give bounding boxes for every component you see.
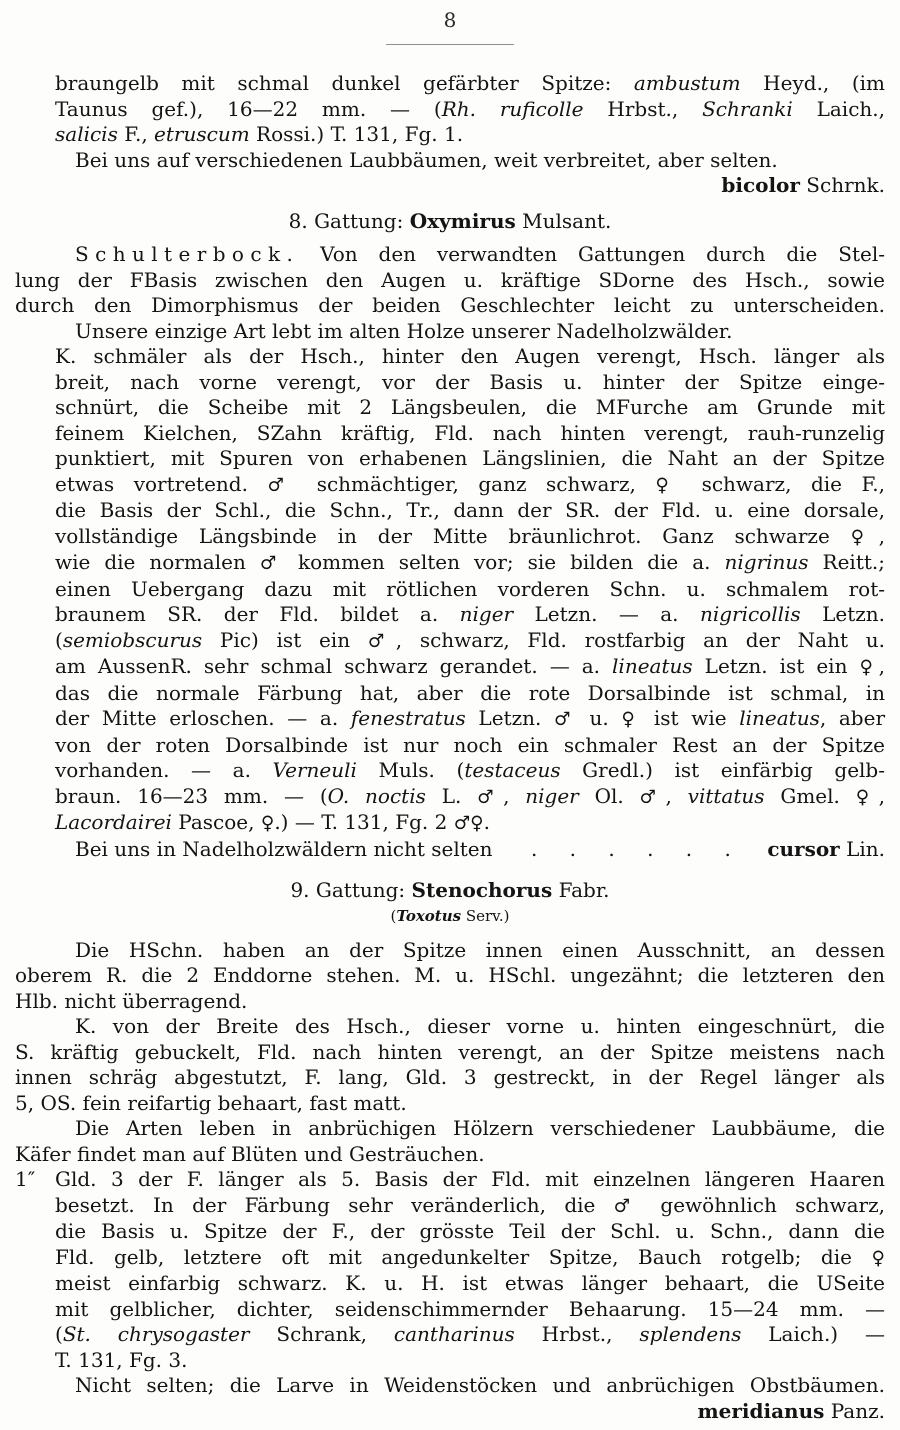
text-run: Letzn. ist ein [692,654,860,678]
genus-heading-oxymirus [15,209,885,235]
text-run: Fld. gelb, letztere oft mit angedunkelter Spitze, Bauch rotgelb; die [55,1244,872,1269]
habitat-note [15,1373,885,1399]
text-run: braun. 16—23 mm. — ( [55,783,328,808]
text-run: kommen selten vor; sie bilden die a. [283,550,725,574]
text-run: Letzn. — a. [513,602,700,626]
text-run: ♀ [850,526,879,548]
text-line [55,1219,885,1245]
text-run: meridianus [697,1398,825,1423]
text-line [55,395,885,421]
habitat-note [15,319,885,345]
text-line [55,602,885,628]
text-run: ♂ [477,786,504,808]
text-line [55,1193,885,1220]
text-run: Schrank, [249,1322,394,1346]
text-run: 9. Gattung: [290,878,412,902]
text-run: oberem R. die 2 Enddorne stehen. M. u. HSchl. ungezähnt; die letzteren den [15,963,885,987]
text-run: am AussenR. sehr schmal schwarz gerandet. — a. [55,654,613,678]
text-run: salicis [55,122,118,146]
text-line [55,577,885,603]
text-run: vollständige Längsbinde in der Mitte bräunlichrot. Ganz schwarze [55,523,851,548]
text-run: , [878,654,885,678]
cursor-entry-line [15,837,885,863]
text-run: Hrbst., [583,96,703,121]
text-run: , [878,523,885,548]
text-run: 8. Gattung: [288,208,410,233]
text-run: ♂ [613,1195,643,1217]
text-run: Fabr. [552,878,610,902]
text-run: Schranki [702,96,793,121]
key-item-marker: 1″ [15,1167,36,1191]
text-run: ( [55,1322,63,1346]
text-run: Pic) ist ein [202,627,368,652]
text-line [55,97,885,123]
text-run: Schrnk. [799,173,885,197]
text-run: ( [390,906,397,925]
species-name-bicolor [15,173,885,199]
stenochorus-intro [15,938,885,1015]
text-run: ambustum [633,71,741,95]
text-run: Hrbst., [514,1322,640,1346]
text-line [15,1116,885,1142]
text-run: , [503,783,526,808]
text-run: Rossi.) T. 131, Fg. 1. [249,122,464,146]
text-run: Die HSchn. haben an der Spitze innen einen Ausschnitt, an dessen [75,937,885,962]
dot-leader: . . . . . . [530,836,733,861]
text-run: , [878,783,885,808]
text-run: bicolor [721,173,800,197]
text-line [15,989,885,1015]
text-run: Nicht selten; die Larve in Weidenstöcken und anbrüchigen Obstbäumen. [75,1373,885,1397]
text-run: ♀ [871,1247,885,1269]
text-run: Stenochorus [411,878,553,902]
text-line [55,446,885,472]
text-run: besetzt. In der Färbung sehr veränderlich, die [55,1192,614,1217]
text-line [55,758,885,784]
text-line [55,550,885,577]
text-line [55,1167,885,1193]
text-run: fenestratus [350,706,466,730]
text-run: ♂ [259,553,284,574]
text-run: Lacordairei [55,810,172,834]
text-run: Heyd., (im [740,71,885,95]
text-line [55,524,885,551]
text-line [55,733,885,759]
text-line [15,1014,885,1040]
text-run: O. noctis [327,783,426,808]
species-name-meridianus [15,1399,885,1425]
text-run: Mulsant. [515,208,612,233]
text-run: ♂ [267,474,298,496]
text-run: ♀ [260,813,275,834]
text-line [15,268,885,294]
text-run: lineatus [612,654,693,678]
text-run: Muls. ( [356,758,465,782]
text-run: ♀ [621,709,642,730]
text-line [15,938,885,964]
text-run: K. schmäler als der Hsch., hinter den Augen verengt, Hsch. länger als [55,344,885,368]
text-run: braungelb mit schmal dunkel gefärbter Spitze: [55,71,634,95]
text-line [55,1271,885,1297]
text-run: das die normale Färbung hat, aber die rote Dorsalbinde ist schmal, in [55,680,885,705]
text-line [55,681,885,707]
text-line [15,293,885,319]
text-run: die Basis u. Spitze der F., der grösste Teil der Schl. u. Schn., dann die [55,1219,885,1243]
text-run: schwarz, die F., [682,471,885,496]
text-run: meist einfarbig schwarz. K. u. H. ist etwas länger behaart, die USeite [55,1271,885,1295]
text-run: Bei uns auf verschiedenen Laubbäumen, weit verbreitet, aber selten. [75,147,778,172]
text-run: Rh. ruficolle [441,96,584,121]
text-run: T. 131, Fg. 3. [55,1347,188,1372]
text-run: Gld. 3 der F. länger als 5. Basis der Fld. mit einzelnen längeren Haaren [55,1167,885,1191]
text-run: mit gelblicher, dichter, seidenschimmernder Behaarung. 15—24 mm. — [55,1296,885,1321]
text-run: nigricollis [699,602,801,626]
text-run: breit, nach vorne verengt, vor der Basis u. hinter der Spitze einge- [55,369,885,394]
text-run: splendens [639,1322,742,1346]
text-line [55,370,885,396]
page-number: 8 [443,8,457,32]
text-run: innen schräg abgestutzt, F. lang, Gld. 3 gestreckt, in der Regel länger als [15,1065,885,1089]
text-run: ♂ [554,709,577,730]
text-run: ♂ [367,630,396,652]
text-run: die Basis der Schl., die Schn., Tr., dann der SR. der Fld. u. eine dorsale, [55,498,885,522]
text-line [55,71,885,97]
text-run: ♀ [855,786,879,808]
text-run: Schulterbock. [75,242,300,266]
text-run: , schwarz, Fld. rostfarbig an der Naht u. [395,627,885,652]
text-run: Bei uns in Nadelholzwäldern nicht selten [75,836,493,861]
text-line [55,1348,885,1374]
text-run: durch den Dimorphismus der beiden Geschlechter leicht zu unterscheiden. [15,293,885,317]
text-run: ♂ [639,786,666,808]
text-run: Käfer findet man auf Blüten und Gesträuchen. [15,1141,485,1166]
text-run: Oxymirus [409,208,516,233]
text-run: , aber [819,706,886,730]
text-run: Reitt.; [808,550,885,574]
text-line [15,1091,885,1117]
text-line [15,242,885,268]
text-run: punktiert, mit Spuren von erhabenen Längslinien, die Naht an der Spitze [55,446,885,470]
text-line [55,654,885,681]
stenochorus-description [15,1014,885,1116]
text-run: Verneuli [272,758,357,782]
text-run: . [483,810,491,834]
text-run: ♀ [655,474,683,496]
oxymirus-intro [15,242,885,319]
text-run: Lin. [839,836,885,861]
text-run: Unsere einzige Art lebt im alten Holze unserer Nadelholzwälder. [75,318,733,343]
text-line [15,1065,885,1091]
text-run: gewöhnlich schwarz, [642,1192,885,1217]
text-run: ♀ [859,657,879,678]
text-run: u. [576,706,622,730]
text-run: Hlb. nicht überragend. [15,988,248,1013]
text-run: schnürt, die Scheibe mit 2 Längsbeulen, die MFurche am Grunde mit [55,395,885,419]
text-run: Gmel. [764,783,856,808]
text-run: Gredl.) ist einfärbig gelb- [560,758,885,782]
text-run: Taunus gef.), 16—22 mm. — ( [55,96,442,121]
text-line [55,1322,885,1348]
text-run: Letzn. [465,706,555,730]
text-run: S. kräftig gebuckelt, Fld. nach hinten verengt, an der Spitze meistens nach [15,1039,885,1064]
text-line [55,706,885,733]
text-run: lineatus [739,706,820,730]
text-run: niger [459,602,514,626]
text-run: F., [117,122,155,146]
text-run: etruscum [154,122,250,146]
header-divider [386,44,514,45]
text-run: Ol. [578,783,640,808]
text-run: testaceus [464,758,561,782]
text-run: , [665,783,688,808]
stenochorus-biology [15,1116,885,1167]
text-line [55,498,885,524]
text-run: ist wie [641,706,740,730]
rhamnusium-key-continuation [55,71,885,148]
text-line [55,421,885,447]
text-run: schmächtiger, ganz schwarz, [297,471,656,496]
text-run: wie die normalen [55,550,260,574]
text-line [55,122,885,148]
species-name-cursor [767,837,885,863]
text-run: vittatus [687,783,765,808]
text-line [15,1040,885,1066]
text-run: 5, OS. fein reifartig behaart, fast matt. [15,1090,407,1115]
text-line [55,472,885,499]
oxymirus-species-description [55,344,885,837]
text-line [55,628,885,655]
text-run: feinem Kielchen, SZahn kräftig, Fld. nach hinten verengt, rauh-runzelig [55,420,885,445]
text-run: cantharinus [393,1322,515,1346]
text-run: vorhanden. — a. [55,758,273,782]
text-line [55,1245,885,1272]
text-run: Laich., [792,96,885,121]
text-run: einen Uebergang dazu mit rötlichen vorderen Schn. u. schmalem rot- [55,576,885,601]
synonym-note [15,906,885,926]
text-run: Letzn. [800,602,886,626]
text-run: Laich.) — [741,1322,886,1346]
key-item-1 [15,1167,886,1373]
text-line [55,810,885,837]
text-run: Die Arten leben in anbrüchigen Hölzern verschiedener Laubbäume, die [75,1116,885,1140]
distribution-note [75,837,493,863]
text-run: Serv.) [461,906,510,925]
text-run: niger [525,783,579,808]
text-run: Toxotus [396,906,462,925]
text-run: St. chrysogaster [62,1322,250,1346]
text-run: von der roten Dorsalbinde ist nur noch ein schmaler Rest an der Spitze [55,732,885,757]
text-line [55,784,885,811]
text-run: semiobscurus [62,627,203,652]
text-run: nigrinus [724,550,809,574]
text-run: .) — T. 131, Fg. 2 [274,810,454,834]
text-line [15,963,885,989]
text-run: cursor [767,836,840,861]
text-run: ( [55,627,63,652]
text-run: etwas vortretend. [55,471,268,496]
text-run: ♂♀ [453,813,484,834]
text-line [55,344,885,370]
text-run: L. [425,783,478,808]
text-line [55,1297,885,1323]
text-line [15,1142,885,1168]
text-run: lung der FBasis zwischen den Augen u. kräftige SDorne des Hsch., sowie [15,267,885,292]
text-run: K. von der Breite des Hsch., dieser vorne u. hinten eingeschnürt, die [75,1014,885,1038]
habitat-note [15,148,885,174]
text-run: braunem SR. der Fld. bildet a. [55,602,460,626]
genus-heading-stenochorus [15,878,885,904]
text-run: der Mitte erloschen. — a. [55,706,351,730]
text-run: Von den verwandten Gattungen durch die Stel- [299,242,885,266]
text-run: Pascoe, [171,810,261,834]
text-run: Panz. [824,1398,885,1423]
